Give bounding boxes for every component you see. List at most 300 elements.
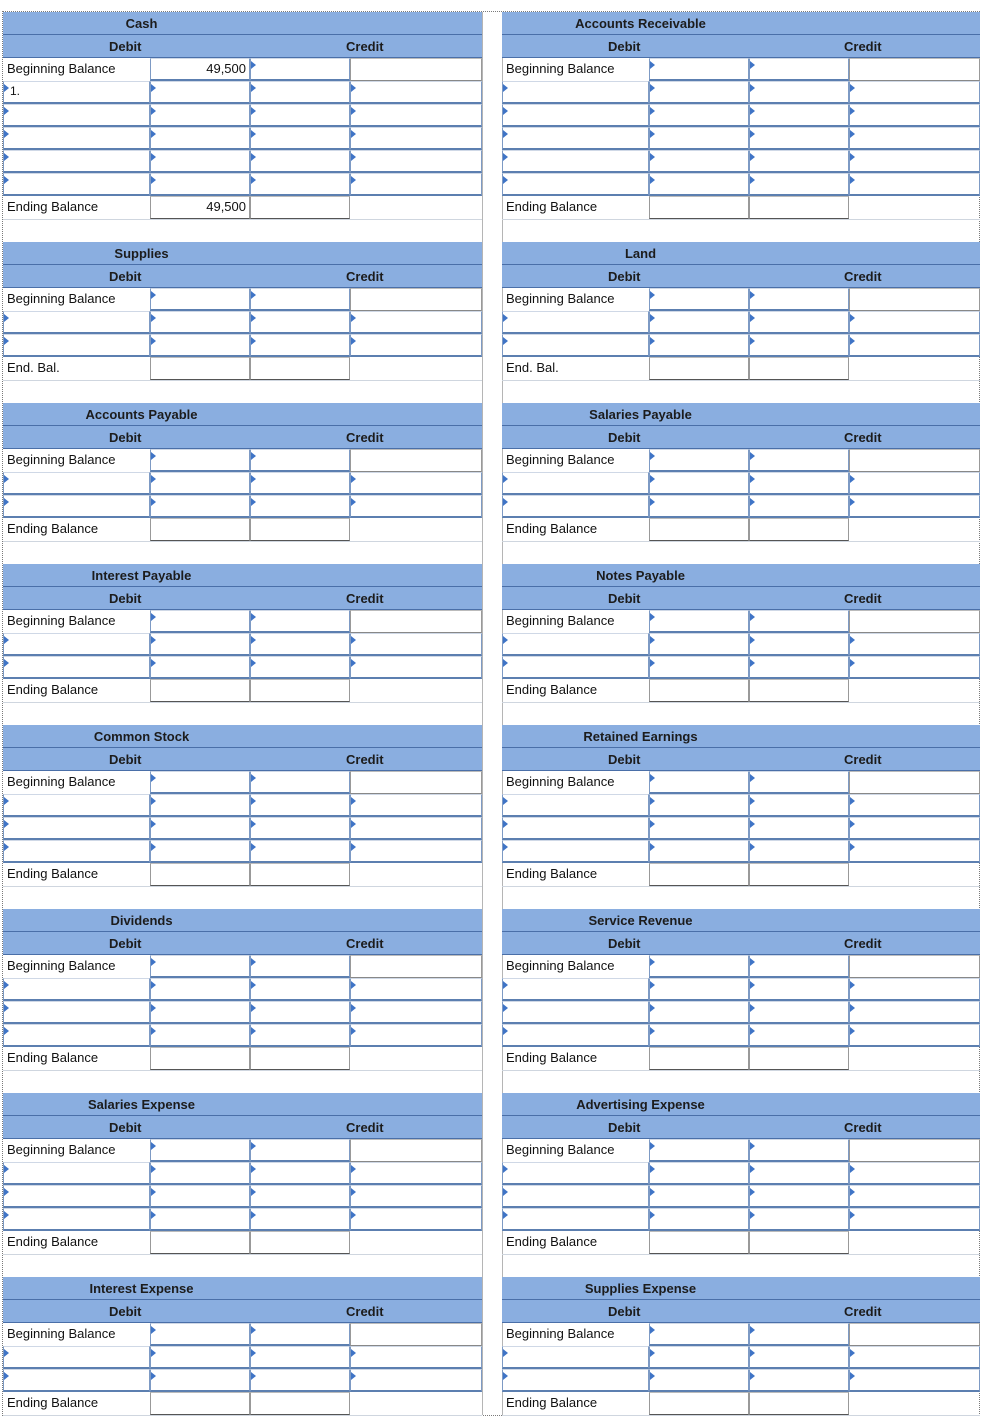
entry-amount-credit-input[interactable]	[350, 104, 482, 127]
entry-debit-input[interactable]	[649, 633, 749, 656]
block-separator	[502, 1254, 980, 1255]
entry-label-select[interactable]	[3, 311, 150, 334]
dropdown-marker-icon	[750, 1349, 755, 1357]
entry-label-select[interactable]	[3, 1346, 150, 1369]
dropdown-marker-icon	[503, 797, 508, 805]
entry-debit-input[interactable]	[649, 656, 749, 679]
entry-debit-input[interactable]	[649, 311, 749, 334]
dropdown-marker-icon	[251, 475, 256, 483]
ending-balance-label: Ending Balance	[506, 521, 598, 536]
entry-amount-credit-input[interactable]	[849, 495, 980, 518]
entry-amount-credit-input[interactable]	[849, 656, 980, 679]
entry-debit-input[interactable]	[649, 472, 749, 495]
entry-credit-input[interactable]	[250, 334, 350, 357]
dropdown-marker-icon	[151, 452, 156, 460]
dropdown-marker-icon	[750, 797, 755, 805]
entry-credit-input[interactable]	[250, 150, 350, 173]
credit-header: Credit	[346, 430, 384, 445]
entry-debit-input[interactable]	[649, 978, 749, 1001]
entry-credit-input[interactable]	[250, 173, 350, 196]
entry-label-select[interactable]	[3, 1369, 150, 1392]
beginning-balance-debit-input[interactable]	[649, 1323, 749, 1346]
entry-amount-credit-input[interactable]	[849, 1162, 980, 1185]
entry-amount-credit-input[interactable]	[849, 1185, 980, 1208]
entry-debit-input[interactable]	[649, 1369, 749, 1392]
beginning-balance-credit-blank	[350, 610, 482, 633]
ending-balance-debit	[649, 863, 749, 886]
entry-label-select[interactable]	[502, 978, 649, 1001]
beginning-balance-credit-input[interactable]	[250, 771, 350, 794]
entry-label-select[interactable]	[3, 472, 150, 495]
entry-debit-input[interactable]	[649, 334, 749, 357]
dropdown-marker-icon	[850, 636, 855, 644]
entry-amount-credit-input[interactable]	[849, 472, 980, 495]
entry-label-select[interactable]	[3, 978, 150, 1001]
entry-credit-input[interactable]	[749, 840, 849, 863]
account-title-bar	[3, 725, 482, 748]
entry-amount-credit-input[interactable]	[350, 794, 482, 817]
debit-credit-header	[3, 35, 482, 58]
entry-debit-input[interactable]	[649, 1024, 749, 1047]
entry-amount-credit-input[interactable]	[849, 104, 980, 127]
entry-label-select[interactable]	[3, 633, 150, 656]
beginning-balance-credit-input[interactable]	[749, 1323, 849, 1346]
beginning-balance-credit-blank	[849, 955, 980, 978]
entry-debit-input[interactable]	[649, 840, 749, 863]
entry-label-select[interactable]	[502, 311, 649, 334]
entry-debit-input[interactable]	[150, 817, 250, 840]
entry-credit-input[interactable]	[250, 311, 350, 334]
entry-credit-input[interactable]	[250, 1024, 350, 1047]
dropdown-marker-icon	[750, 613, 755, 621]
beginning-balance-debit-input[interactable]	[150, 1323, 250, 1346]
dropdown-marker-icon	[151, 1326, 156, 1334]
debit-header: Debit	[109, 752, 142, 767]
entry-debit-input[interactable]	[150, 173, 250, 196]
entry-label-select[interactable]	[3, 656, 150, 679]
ending-balance-credit	[250, 1392, 350, 1415]
entry-label-select[interactable]	[502, 1208, 649, 1231]
entry-label-select[interactable]	[3, 81, 150, 104]
entry-credit-input[interactable]	[749, 1162, 849, 1185]
dropdown-marker-icon	[151, 314, 156, 322]
debit-header: Debit	[109, 39, 142, 54]
entry-debit-input[interactable]	[150, 127, 250, 150]
dropdown-marker-icon	[850, 843, 855, 851]
entry-debit-input[interactable]	[150, 104, 250, 127]
debit-header: Debit	[608, 1304, 641, 1319]
beginning-balance-label: Beginning Balance	[506, 1142, 615, 1157]
beginning-balance-debit-input[interactable]	[150, 955, 250, 978]
entry-amount-credit-input[interactable]	[849, 81, 980, 104]
entry-label-select[interactable]	[3, 1185, 150, 1208]
entry-amount-credit-input[interactable]	[350, 1369, 482, 1392]
entry-amount-credit-input[interactable]	[849, 817, 980, 840]
entry-debit-input[interactable]	[150, 1369, 250, 1392]
entry-label-select[interactable]	[502, 495, 649, 518]
block-separator	[3, 1070, 482, 1071]
entry-debit-input[interactable]	[649, 127, 749, 150]
dropdown-marker-icon	[351, 176, 356, 184]
entry-label-select[interactable]	[502, 633, 649, 656]
entry-amount-credit-input[interactable]	[350, 472, 482, 495]
ending-balance-debit	[649, 1047, 749, 1070]
entry-label-select[interactable]	[502, 81, 649, 104]
entry-debit-input[interactable]	[150, 81, 250, 104]
entry-label-select[interactable]	[3, 1001, 150, 1024]
beginning-balance-debit-input[interactable]	[649, 288, 749, 311]
entry-debit-input[interactable]	[649, 104, 749, 127]
entry-amount-credit-input[interactable]	[350, 817, 482, 840]
entry-label-select[interactable]	[3, 150, 150, 173]
dropdown-marker-icon	[503, 843, 508, 851]
ending-balance-label: Ending Balance	[7, 521, 99, 536]
entry-amount-credit-input[interactable]	[350, 1208, 482, 1231]
beginning-balance-credit-input[interactable]	[250, 288, 350, 311]
entry-credit-input[interactable]	[250, 495, 350, 518]
entry-credit-input[interactable]	[749, 1369, 849, 1392]
ending-balance-debit	[150, 1231, 250, 1254]
ending-balance-label: Ending Balance	[7, 866, 99, 881]
dropdown-marker-icon	[351, 843, 356, 851]
entry-label-select[interactable]	[3, 495, 150, 518]
entry-credit-input[interactable]	[749, 1185, 849, 1208]
dropdown-marker-icon	[503, 1211, 508, 1219]
entry-label-select[interactable]	[3, 817, 150, 840]
entry-amount-credit-input[interactable]	[350, 656, 482, 679]
beginning-balance-credit-input[interactable]	[749, 610, 849, 633]
entry-credit-input[interactable]	[250, 104, 350, 127]
entry-label-select[interactable]	[502, 1024, 649, 1047]
beginning-balance-credit-input[interactable]	[749, 449, 849, 472]
entry-label-select[interactable]	[502, 334, 649, 357]
entry-credit-input[interactable]	[749, 104, 849, 127]
entry-label-select[interactable]	[502, 472, 649, 495]
dropdown-marker-icon	[650, 1142, 655, 1150]
entry-credit-input[interactable]	[749, 495, 849, 518]
credit-header: Credit	[346, 1304, 384, 1319]
beginning-balance-debit-input[interactable]	[649, 610, 749, 633]
entry-amount-credit-input[interactable]	[350, 81, 482, 104]
account-title: Service Revenue	[588, 913, 693, 928]
entry-debit-input[interactable]	[150, 472, 250, 495]
entry-amount-credit-input[interactable]	[849, 173, 980, 196]
entry-credit-input[interactable]	[250, 127, 350, 150]
dropdown-marker-icon	[850, 498, 855, 506]
beginning-balance-debit-input[interactable]	[150, 610, 250, 633]
entry-amount-credit-input[interactable]	[849, 633, 980, 656]
entry-amount-credit-input[interactable]	[350, 1024, 482, 1047]
entry-label-select[interactable]	[502, 817, 649, 840]
entry-debit-input[interactable]	[649, 1185, 749, 1208]
entry-amount-credit-input[interactable]	[350, 978, 482, 1001]
dropdown-marker-icon	[4, 130, 9, 138]
entry-label-select[interactable]	[502, 656, 649, 679]
entry-amount-credit-input[interactable]	[350, 311, 482, 334]
entry-debit-input[interactable]	[649, 495, 749, 518]
account-title-bar	[3, 1093, 482, 1116]
ending-balance-label: Ending Balance	[7, 1050, 99, 1065]
entry-credit-input[interactable]	[250, 1346, 350, 1369]
entry-label-select[interactable]	[3, 1162, 150, 1185]
beginning-balance-credit-input[interactable]	[250, 58, 350, 81]
account-title-bar	[502, 242, 980, 265]
entry-credit-input[interactable]	[749, 817, 849, 840]
account-title-bar	[3, 564, 482, 587]
entry-credit-input[interactable]	[749, 334, 849, 357]
entry-credit-input[interactable]	[250, 1208, 350, 1231]
ending-balance-credit	[749, 1047, 849, 1070]
entry-label-select[interactable]	[3, 334, 150, 357]
entry-debit-input[interactable]	[150, 334, 250, 357]
entry-amount-credit-input[interactable]	[849, 150, 980, 173]
beginning-balance-debit-input[interactable]	[150, 1139, 250, 1162]
entry-debit-input[interactable]	[150, 1001, 250, 1024]
dropdown-marker-icon	[650, 1165, 655, 1173]
entry-debit-input[interactable]	[649, 794, 749, 817]
beginning-balance-credit-input[interactable]	[749, 771, 849, 794]
entry-credit-input[interactable]	[250, 1162, 350, 1185]
entry-debit-input[interactable]	[150, 633, 250, 656]
debit-header: Debit	[608, 430, 641, 445]
entry-debit-input[interactable]	[150, 150, 250, 173]
beginning-balance-credit-blank	[849, 771, 980, 794]
entry-amount-credit-input[interactable]	[849, 311, 980, 334]
account-title-bar	[502, 909, 980, 932]
ending-balance-credit	[250, 863, 350, 886]
entry-label-select[interactable]	[502, 173, 649, 196]
entry-credit-input[interactable]	[749, 633, 849, 656]
beginning-balance-credit-input[interactable]	[250, 955, 350, 978]
entry-debit-input[interactable]	[150, 1185, 250, 1208]
block-separator	[3, 702, 482, 703]
entry-label-select[interactable]	[3, 1208, 150, 1231]
dropdown-marker-icon	[251, 958, 256, 966]
entry-label-select[interactable]	[3, 1024, 150, 1047]
dropdown-marker-icon	[151, 107, 156, 115]
entry-debit-input[interactable]	[150, 495, 250, 518]
beginning-balance-credit-input[interactable]	[749, 1139, 849, 1162]
entry-label-select[interactable]	[502, 1185, 649, 1208]
entry-debit-input[interactable]	[649, 1346, 749, 1369]
debit-header: Debit	[608, 936, 641, 951]
entry-credit-input[interactable]	[250, 1185, 350, 1208]
entry-amount-credit-input[interactable]	[849, 1208, 980, 1231]
entry-amount-credit-input[interactable]	[849, 840, 980, 863]
beginning-balance-credit-blank	[849, 449, 980, 472]
beginning-balance-debit-input[interactable]	[150, 288, 250, 311]
entry-debit-input[interactable]	[150, 1024, 250, 1047]
entry-debit-input[interactable]	[150, 840, 250, 863]
entry-credit-input[interactable]	[749, 173, 849, 196]
dropdown-marker-icon	[750, 1211, 755, 1219]
dropdown-marker-icon	[4, 84, 9, 92]
beginning-balance-credit-input[interactable]	[250, 449, 350, 472]
entry-credit-input[interactable]	[250, 472, 350, 495]
entry-credit-input[interactable]	[749, 127, 849, 150]
beginning-balance-debit-input[interactable]	[150, 771, 250, 794]
entry-amount-credit-input[interactable]	[350, 1346, 482, 1369]
beginning-balance-credit-input[interactable]	[250, 610, 350, 633]
entry-credit-input[interactable]	[749, 1208, 849, 1231]
entry-label-select[interactable]	[3, 104, 150, 127]
ending-balance-credit	[250, 1231, 350, 1254]
entry-label-select[interactable]	[502, 150, 649, 173]
entry-credit-input[interactable]	[250, 840, 350, 863]
entry-amount-credit-input[interactable]	[849, 1024, 980, 1047]
entry-amount-credit-input[interactable]	[350, 633, 482, 656]
beginning-balance-credit-input[interactable]	[749, 955, 849, 978]
entry-debit-input[interactable]	[649, 81, 749, 104]
entry-label-select[interactable]	[3, 794, 150, 817]
entry-credit-input[interactable]	[749, 1001, 849, 1024]
dropdown-marker-icon	[750, 452, 755, 460]
entry-credit-input[interactable]	[250, 656, 350, 679]
entry-credit-input[interactable]	[250, 794, 350, 817]
ending-balance-debit	[150, 863, 250, 886]
dropdown-marker-icon	[151, 498, 156, 506]
ending-balance-debit	[150, 518, 250, 541]
entry-debit-input[interactable]	[150, 794, 250, 817]
entry-credit-input[interactable]	[749, 311, 849, 334]
entry-debit-input[interactable]	[649, 817, 749, 840]
beginning-balance-debit-input[interactable]	[649, 955, 749, 978]
entry-debit-input[interactable]	[150, 1162, 250, 1185]
entry-amount-credit-input[interactable]	[849, 1346, 980, 1369]
entry-label-select[interactable]	[502, 1001, 649, 1024]
entry-debit-input[interactable]	[150, 978, 250, 1001]
entry-debit-input[interactable]	[649, 1208, 749, 1231]
dropdown-marker-icon	[850, 981, 855, 989]
entry-credit-input[interactable]	[250, 978, 350, 1001]
debit-credit-header	[3, 265, 482, 288]
debit-header: Debit	[109, 1304, 142, 1319]
account-title: Interest Expense	[89, 1281, 194, 1296]
entry-debit-input[interactable]	[649, 1001, 749, 1024]
entry-label-select[interactable]	[3, 127, 150, 150]
entry-amount-credit-input[interactable]	[849, 1001, 980, 1024]
entry-label-select[interactable]	[502, 127, 649, 150]
entry-credit-input[interactable]	[749, 794, 849, 817]
entry-amount-credit-input[interactable]	[849, 978, 980, 1001]
entry-credit-input[interactable]	[250, 1369, 350, 1392]
entry-amount-credit-input[interactable]	[350, 173, 482, 196]
dropdown-marker-icon	[151, 797, 156, 805]
entry-debit-input[interactable]	[150, 1346, 250, 1369]
beginning-balance-debit-input[interactable]	[649, 1139, 749, 1162]
entry-credit-input[interactable]	[250, 81, 350, 104]
entry-label-select[interactable]	[502, 1346, 649, 1369]
entry-amount-credit-input[interactable]	[350, 334, 482, 357]
account-title: Supplies	[114, 246, 169, 261]
beginning-balance-debit-input[interactable]	[649, 449, 749, 472]
beginning-balance-credit-input[interactable]	[749, 288, 849, 311]
dropdown-marker-icon	[850, 1372, 855, 1380]
entry-credit-input[interactable]	[250, 817, 350, 840]
entry-label-text: 1.	[10, 84, 21, 98]
beginning-balance-credit-input[interactable]	[250, 1139, 350, 1162]
dropdown-marker-icon	[151, 958, 156, 966]
entry-debit-input[interactable]	[649, 1162, 749, 1185]
credit-header: Credit	[346, 269, 384, 284]
beginning-balance-credit-input[interactable]	[250, 1323, 350, 1346]
entry-amount-credit-input[interactable]	[350, 1162, 482, 1185]
beginning-balance-credit-blank	[849, 58, 980, 81]
dropdown-marker-icon	[750, 1326, 755, 1334]
entry-credit-input[interactable]	[749, 472, 849, 495]
entry-amount-credit-input[interactable]	[849, 334, 980, 357]
entry-amount-credit-input[interactable]	[849, 1369, 980, 1392]
beginning-balance-debit-input[interactable]: 49,500	[150, 58, 250, 81]
entry-amount-credit-input[interactable]	[350, 495, 482, 518]
entry-credit-input[interactable]	[749, 81, 849, 104]
entry-label-select[interactable]	[502, 1369, 649, 1392]
entry-credit-input[interactable]	[749, 1346, 849, 1369]
entry-amount-credit-input[interactable]	[350, 840, 482, 863]
dropdown-marker-icon	[850, 1027, 855, 1035]
entry-label-select[interactable]	[3, 840, 150, 863]
credit-header: Credit	[844, 1120, 882, 1135]
entry-debit-input[interactable]	[649, 150, 749, 173]
entry-label-select[interactable]	[502, 1162, 649, 1185]
dropdown-marker-icon	[503, 820, 508, 828]
entry-amount-credit-input[interactable]	[350, 127, 482, 150]
entry-amount-credit-input[interactable]	[350, 1001, 482, 1024]
dropdown-marker-icon	[750, 314, 755, 322]
block-separator	[502, 1070, 980, 1071]
entry-debit-input[interactable]	[150, 311, 250, 334]
credit-header: Credit	[844, 430, 882, 445]
dropdown-marker-icon	[351, 314, 356, 322]
entry-debit-input[interactable]	[150, 1208, 250, 1231]
entry-debit-input[interactable]	[150, 656, 250, 679]
block-separator	[3, 886, 482, 887]
credit-header: Credit	[346, 936, 384, 951]
entry-label-select[interactable]	[3, 173, 150, 196]
beginning-balance-debit-input[interactable]	[150, 449, 250, 472]
entry-credit-input[interactable]	[250, 633, 350, 656]
entry-label-select[interactable]	[502, 104, 649, 127]
debit-credit-header	[3, 1300, 482, 1323]
dropdown-marker-icon	[850, 1165, 855, 1173]
dropdown-marker-icon	[503, 1349, 508, 1357]
beginning-balance-debit-input[interactable]	[649, 58, 749, 81]
dropdown-marker-icon	[251, 774, 256, 782]
entry-amount-credit-input[interactable]	[350, 150, 482, 173]
block-separator	[3, 1254, 482, 1255]
entry-credit-input[interactable]	[250, 1001, 350, 1024]
dropdown-marker-icon	[351, 797, 356, 805]
dropdown-marker-icon	[850, 176, 855, 184]
entry-label-select[interactable]	[502, 794, 649, 817]
entry-credit-input[interactable]	[749, 656, 849, 679]
entry-credit-input[interactable]	[749, 978, 849, 1001]
entry-amount-credit-input[interactable]	[849, 127, 980, 150]
beginning-balance-debit-input[interactable]	[649, 771, 749, 794]
entry-amount-credit-input[interactable]	[849, 794, 980, 817]
dropdown-marker-icon	[251, 1372, 256, 1380]
beginning-balance-credit-input[interactable]	[749, 58, 849, 81]
entry-credit-input[interactable]	[749, 1024, 849, 1047]
dropdown-marker-icon	[750, 1165, 755, 1173]
dropdown-marker-icon	[4, 843, 9, 851]
dropdown-marker-icon	[251, 1027, 256, 1035]
ending-balance-credit	[749, 518, 849, 541]
entry-amount-credit-input[interactable]	[350, 1185, 482, 1208]
entry-label-select[interactable]	[502, 840, 649, 863]
entry-debit-input[interactable]	[649, 173, 749, 196]
entry-credit-input[interactable]	[749, 150, 849, 173]
